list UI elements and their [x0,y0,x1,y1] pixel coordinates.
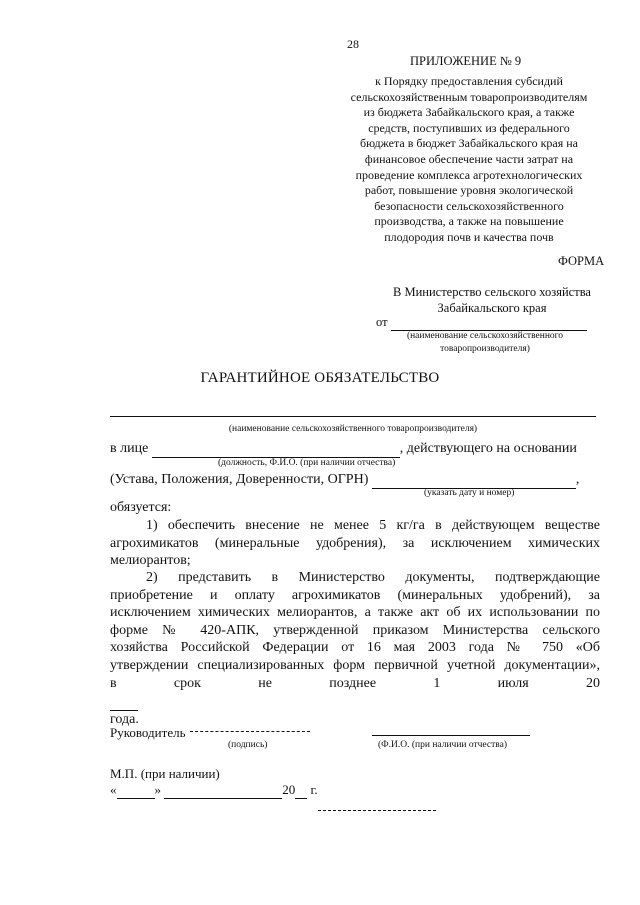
from-row [376,315,587,331]
person-field[interactable] [152,441,400,458]
date-year-field[interactable] [295,782,307,799]
day-field[interactable] [117,782,155,799]
document-title: ГАРАНТИЙНОЕ ОБЯЗАТЕЛЬСТВО [200,370,440,386]
month-field[interactable] [164,782,282,799]
obligation-paragraph-2: 2) представить в Министерство документы, подтверждающие приобретение и оплату агрохимикатов (минеральных удобрений), за исключением химических мелиорантов, а также акт об их использовании по форме № 420-АПК, утвержденной приказом Министерства сельского хозяйства Российской Федерации от 16 мая 2003 года № 750 «Об утверждении специализированных форм первичной учетной документации», в срок не позднее 1 июля 20 года. [110,570,600,727]
appendix-title: ПРИЛОЖЕНИЕ № 9 [410,54,522,68]
form-label: ФОРМА [558,254,605,268]
fio-field[interactable] [372,735,530,736]
appendix-line: безопасности сельскохозяйственного [374,198,564,213]
appendix-line: работ, повышение уровня экологической [364,183,574,198]
date-row: « » 20 г. [110,782,318,797]
appendix-description [330,74,608,246]
fio-note: (Ф.И.О. (при наличии отчества) [378,740,507,750]
appendix-line: проведение комплекса агротехнологических [355,167,583,182]
appendix-line: к Порядку предоставления субсидий [375,74,563,88]
appendix-line: производства, а также на повышение [374,214,564,229]
stamp-label: М.П. (при наличии) [110,766,220,781]
obliges-label: обязуется: [110,500,172,515]
obligation-paragraph-1: 1) обеспечить внесение не менее 5 кг/га в действующем веществе агрохимикатов (минеральные удобрения), за исключением химических мелиорантов; [110,518,600,569]
producer-name-field[interactable] [110,416,596,417]
appendix-line: плодородия почв и качества почв [384,229,554,244]
addressee-line: Забайкальского края [437,301,547,315]
addressee-block [376,284,608,316]
from-prefix: от [376,315,388,329]
from-note: (наименование сельскохозяйственного товаропроизводителя) [406,331,564,354]
year-field[interactable] [110,692,138,711]
deadline-line: в срок не позднее 1 июля 20 года. [110,675,600,727]
producer-note: (наименование сельскохозяйственного товаропроизводителя) [228,424,478,434]
from-field[interactable] [391,315,587,331]
appendix-line: средств, поступивших из федерального [368,120,570,135]
person-note: (должность, Ф.И.О. (при наличии отчества) [218,458,396,468]
basis-note: (указать дату и номер) [424,488,515,498]
appendix-line: сельскохозяйственным товаропроизводителям [350,89,588,104]
appendix-line: финансовое обеспечение части затрат на [364,151,574,166]
basis-row: (Устава, Положения, Доверенности, ОГРН) , [110,472,580,487]
basis-field[interactable] [372,472,576,489]
signature-note: (подпись) [228,740,268,750]
page-number: 28 [347,37,359,51]
appendix-line: из бюджета Забайкальского края, а также [363,105,575,120]
addressee-line: В Министерство сельского хозяйства [393,285,591,299]
signature-field[interactable] [190,731,310,732]
appendix-line: бюджета в бюджет Забайкальского края на [359,136,578,151]
head-label: Руководитель [110,725,186,740]
stamp-signature-line [318,810,436,811]
in-person-row: в лице , действующего на основании [110,441,577,456]
